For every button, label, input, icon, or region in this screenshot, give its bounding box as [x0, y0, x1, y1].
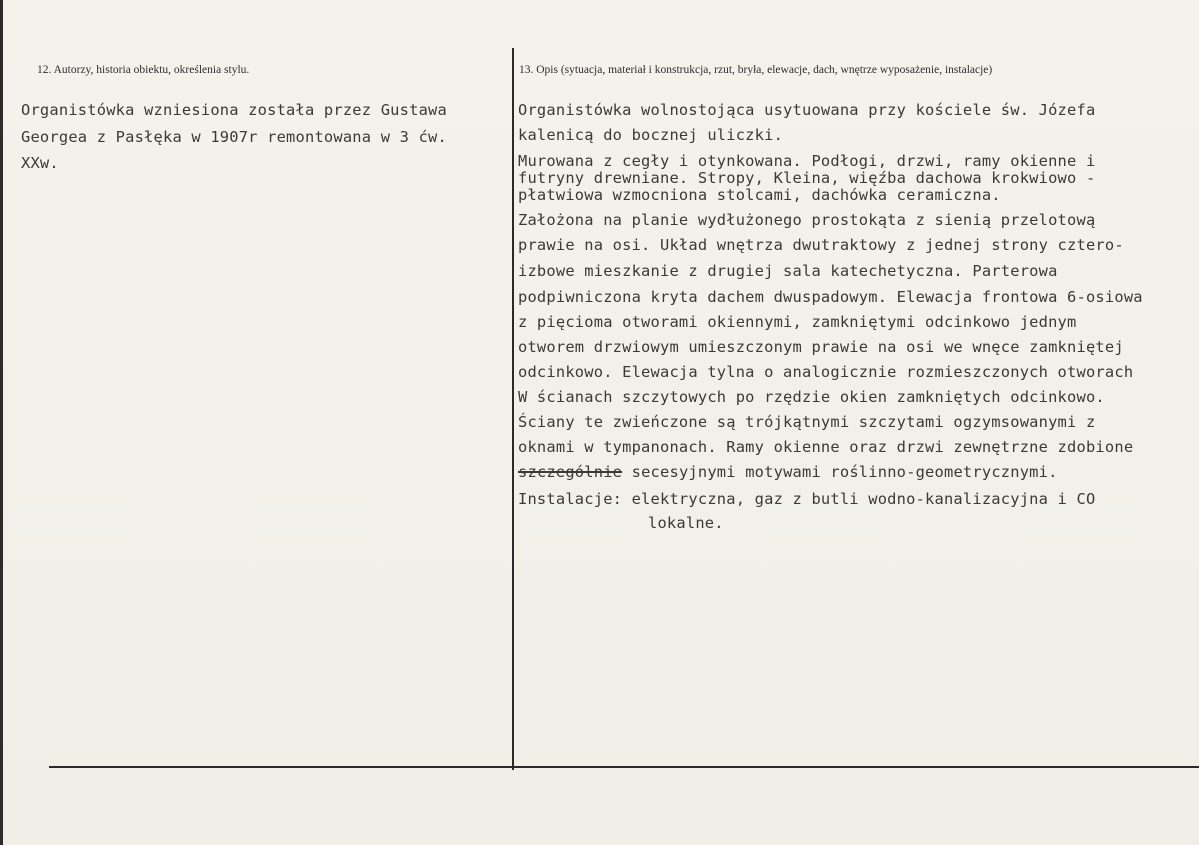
left-column-header: 12. Autorzy, historia obiektu, określenia stylu. — [37, 64, 250, 76]
right-line-4: futryny drewniane. Stropy, Kleina, więźba dachowa krokwiowo - — [518, 169, 1096, 187]
left-line-3: XXw. — [21, 154, 59, 172]
struck-word: szczególnie — [518, 463, 623, 481]
right-line-9: podpiwniczona kryta dachem dwuspadowym. Elewacja frontowa 6-osiowa — [518, 288, 1143, 306]
right-line-10: z pięcioma otworami okiennymi, zamkniętymi odcinkowo jednym — [518, 313, 1077, 331]
right-line-3: Murowana z cegły i otynkowana. Podłogi, drzwi, ramy okienne i — [518, 152, 1096, 170]
right-line-17: Instalacje: elektryczna, gaz z butli wodno-kanalizacyjna i CO — [518, 490, 1096, 508]
right-line-6: Założona na planie wydłużonego prostokąta z sienią przelotową — [518, 211, 1096, 229]
column-divider — [512, 48, 514, 770]
right-line-5: płatwiowa wzmocniona stolcami, dachówka ceramiczna. — [518, 186, 1001, 204]
right-line-7: prawie na osi. Układ wnętrza dwutraktowy z jednej strony cztero- — [518, 236, 1124, 254]
right-line-16-text: secesyjnymi motywami roślinno-geometrycznymi. — [631, 463, 1058, 481]
left-line-1: Organistówka wzniesiona została przez Gustawa — [21, 101, 447, 119]
right-column-header: 13. Opis (sytuacja, materiał i konstrukcja, rzut, bryła, elewacje, dach, wnętrze wyposażenie, instalacje) — [519, 64, 993, 76]
right-line-18: lokalne. — [648, 514, 724, 532]
right-line-13: W ścianach szczytowych po rzędzie okien zamkniętych odcinkowo. — [518, 388, 1105, 406]
right-line-2: kalenicą do bocznej uliczki. — [518, 126, 784, 144]
right-line-8: izbowe mieszkanie z drugiej sala katechetyczna. Parterowa — [518, 262, 1058, 280]
right-line-15: oknami w tympanonach. Ramy okienne oraz drzwi zewnętrzne zdobione — [518, 438, 1134, 456]
right-line-11: otworem drzwiowym umieszczonym prawie na osi we wnęce zamkniętej — [518, 338, 1124, 356]
right-line-12: odcinkowo. Elewacja tylna o analogicznie rozmieszczonych otworach — [518, 363, 1134, 381]
left-line-2: Georgea z Pasłęka w 1907r remontowana w 3 ćw. — [21, 128, 447, 146]
right-line-1: Organistówka wolnostojąca usytuowana przy kościele św. Józefa — [518, 101, 1096, 119]
right-line-16 — [518, 463, 1058, 481]
bottom-rule — [49, 766, 1199, 768]
right-line-14: Ściany te zwieńczone są trójkątnymi szczytami ogzymsowanymi z — [518, 413, 1096, 431]
